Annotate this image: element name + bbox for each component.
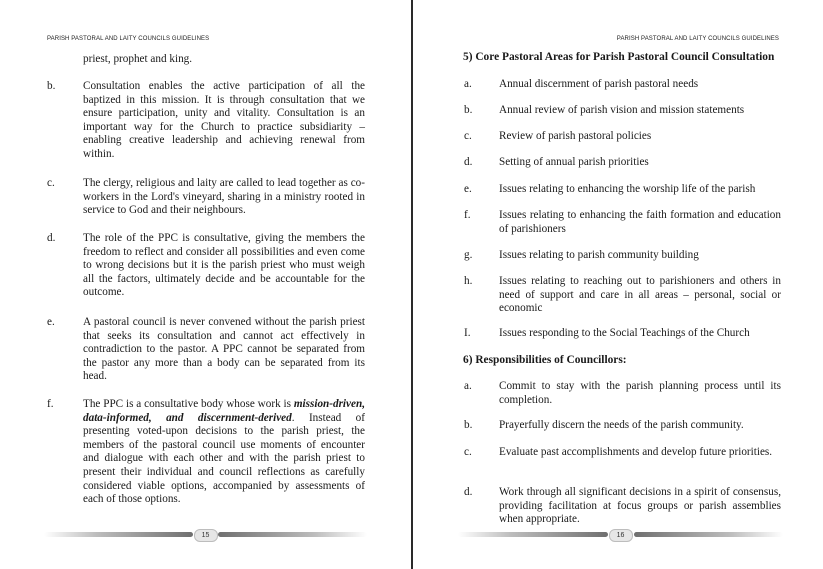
footer-rule-left — [458, 532, 608, 537]
list-text: Work through all significant decisions in a spirit of consensus, providing facilitation at focus groups or parish assemblies when appropriate. — [499, 486, 781, 526]
list-text: Issues relating to enhancing the worship life of the parish — [499, 183, 756, 195]
list-text: Consultation enables the active participation of all the baptized in this mission. It is through consultation that we ensure participation, unity and vitality. Consultation is an important way for the Church to practice subsidiarity – enabling creative leadership and achieving renewal from within. — [83, 80, 365, 160]
page-footer — [458, 529, 783, 539]
list-label: f. — [47, 398, 54, 410]
list-text: The PPC is a consultative body whose work is mission-driven, data-informed, and discernment-derived. Instead of presenting voted-upon decisions to the parish priest, the members of the pastoral council use moments of encounter and dialogue with each other and with the parish priest to present their individual and council reflections as carefully considered viable options, accompanied by assessments of each of those options. — [83, 398, 365, 506]
list-label: b. — [464, 104, 473, 116]
page-number: 15 — [194, 529, 218, 542]
list-text: Annual review of parish vision and mission statements — [499, 104, 745, 116]
list-label: a. — [464, 78, 472, 90]
list-label: d. — [47, 232, 56, 244]
list-label: a. — [464, 380, 472, 392]
list-text: Evaluate past accomplishments and develop future priorities. — [499, 446, 773, 458]
list-text: Prayerfully discern the needs of the parish community. — [499, 419, 744, 431]
list-label: c. — [464, 130, 472, 142]
list-label: b. — [464, 419, 473, 431]
list-label: g. — [464, 249, 473, 261]
list-text: Setting of annual parish priorities — [499, 156, 649, 168]
emphasis-text: mission-driven, data-informed, and discernment-derived — [83, 398, 365, 424]
list-label: e. — [47, 316, 55, 328]
left-page: PARISH PASTORAL AND LAITY COUNCILS GUIDELINES priest, prophet and king. b. Consultation enables the active participation of all the baptized in this mission. It is through consultation that we ensure participation, unity and vitality. Consultation is an important way for the Church to practice subsidiarity – enabling creative leadership and achieving renewal from within. c. The clergy, religious and laity are called to lead together as co-workers in the Lord's vineyard, sharing in a ministry rooted in service to God and their neighbours. d. The role of the PPC is consultative, giving the members the freedom to reflect and consider all possibilities and even come to wrong decisions but it is the parish priest who must weigh all the factors, ultimately decide and be accountable for the outcome. e. A pastoral council is never convened without the parish priest that seeks its consultation and cannot act effectively in contradiction to the pastor. A PPC cannot be separated from the pastor any more than a body can be separated from its head. f. The PPC is a consultative body whose work is mission-driven, data-informed, and discernment-derived. Instead of presenting voted-upon decisions to the parish priest, the members of the pastoral council use moments of encounter and dialogue with each other and with the parish priest to present their individual and council reflections as carefully considered viable options, accompanied by assessments of each of those options. 15 — [0, 0, 412, 569]
footer-rule-left — [44, 532, 193, 537]
list-text: Annual discernment of parish pastoral needs — [499, 78, 699, 90]
list-text: Issues relating to reaching out to parishioners and others in need of support and care in all areas – personal, social or economic — [499, 275, 781, 315]
list-text: The role of the PPC is consultative, giving the members the freedom to reflect and consider all possibilities and even come to wrong decisions but it is the parish priest who must weigh all the factors, ultimately decide and be accountable for the outcome. — [83, 232, 365, 299]
list-label: e. — [464, 183, 472, 195]
page-number: 16 — [609, 529, 633, 542]
list-label: c. — [464, 446, 472, 458]
footer-rule-right — [218, 532, 367, 537]
list-text: Issues responding to the Social Teachings of the Church — [499, 327, 750, 339]
list-text: Commit to stay with the parish planning process until its completion. — [499, 380, 781, 406]
page-footer — [44, 529, 367, 539]
list-label: d. — [464, 156, 473, 168]
list-label: b. — [47, 80, 56, 92]
list-label: f. — [464, 209, 471, 221]
list-text: Review of parish pastoral policies — [499, 130, 652, 142]
running-head: PARISH PASTORAL AND LAITY COUNCILS GUIDELINES — [616, 36, 779, 42]
running-head: PARISH PASTORAL AND LAITY COUNCILS GUIDELINES — [47, 36, 210, 42]
list-text: Issues relating to enhancing the faith formation and education of parishioners — [499, 209, 781, 235]
page-divider — [411, 0, 413, 569]
list-label: I. — [464, 327, 471, 339]
list-text: Issues relating to parish community building — [499, 249, 699, 261]
section-6-heading: 6) Responsibilities of Councillors: — [463, 354, 627, 366]
list-label: d. — [464, 486, 473, 498]
list-text: A pastoral council is never convened without the parish priest that seeks its consultation and cannot act effectively in contradiction to the pastor. A PPC cannot be separated from the pastor any more than a body can be separated from its head. — [83, 316, 365, 383]
footer-rule-right — [634, 532, 784, 537]
list-text: The clergy, religious and laity are called to lead together as co-workers in the Lord's vineyard, sharing in a ministry rooted in service to God and their neighbours. — [83, 177, 365, 217]
right-page — [414, 0, 823, 569]
section-5-heading: 5) Core Pastoral Areas for Parish Pastoral Council Consultation — [463, 51, 775, 63]
list-label: h. — [464, 275, 473, 287]
list-label: c. — [47, 177, 55, 189]
